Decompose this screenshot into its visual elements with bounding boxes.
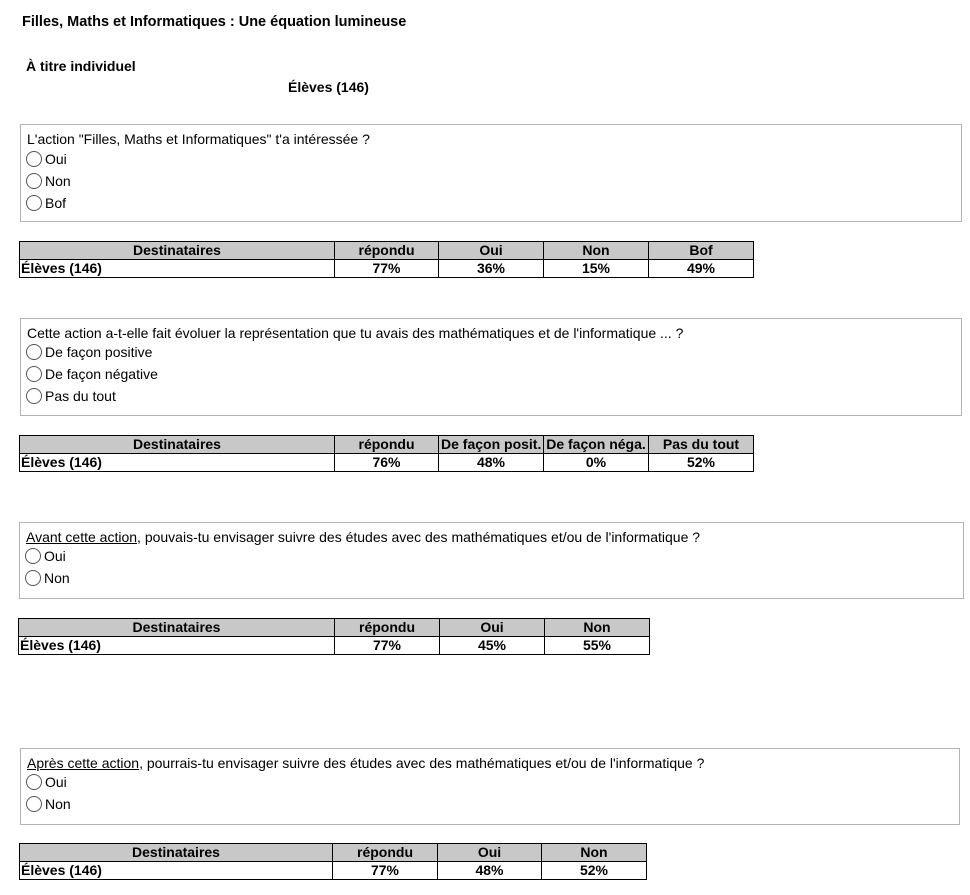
- option-label: Pas du tout: [45, 388, 116, 404]
- radio-button-icon[interactable]: [26, 366, 42, 382]
- col-header: Oui: [438, 844, 542, 862]
- option-label: Non: [45, 796, 71, 812]
- col-header: Non: [542, 844, 647, 862]
- q1-option-non[interactable]: [26, 171, 71, 191]
- document-title: Filles, Maths et Informatiques : Une équation lumineuse: [22, 14, 407, 30]
- col-header: Destinataires: [20, 242, 335, 260]
- col-header: Non: [545, 619, 650, 637]
- table-cell: 76%: [335, 454, 439, 472]
- radio-button-icon[interactable]: [26, 151, 42, 167]
- question-2-label: Cette action a-t-elle fait évoluer la représentation que tu avais des mathématiques et de l'informatique ... ?: [27, 325, 684, 341]
- q3-results-table: [18, 618, 650, 655]
- table-cell: 48%: [439, 454, 544, 472]
- table-cell: Élèves (146): [20, 454, 335, 472]
- table-row: [20, 454, 754, 472]
- question-1-text: [27, 131, 370, 147]
- option-label: De façon négative: [45, 366, 158, 382]
- table-row: [19, 637, 650, 655]
- option-label: De façon positive: [45, 344, 153, 360]
- audience-label: Élèves (146): [288, 79, 369, 95]
- question-3-text: [26, 529, 700, 545]
- radio-button-icon[interactable]: [26, 173, 42, 189]
- col-header: De façon posit.: [439, 436, 544, 454]
- col-header: Bof: [649, 242, 754, 260]
- col-header: répondu: [335, 242, 439, 260]
- table-cell: 55%: [545, 637, 650, 655]
- question-4-text: [27, 755, 704, 771]
- table-cell: 77%: [335, 260, 439, 278]
- question-3-label: , pouvais-tu envisager suivre des études avec des mathématiques et/ou de l'informatique ?: [137, 529, 701, 545]
- table-cell: 15%: [544, 260, 649, 278]
- col-header: Destinataires: [20, 844, 333, 862]
- table-cell: 77%: [333, 862, 438, 880]
- radio-button-icon[interactable]: [26, 344, 42, 360]
- question-4-box: [20, 748, 960, 825]
- q1-option-oui[interactable]: [26, 149, 67, 169]
- option-label: Non: [45, 173, 71, 189]
- radio-button-icon[interactable]: [26, 388, 42, 404]
- table-cell: 45%: [440, 637, 545, 655]
- question-1-box: [20, 124, 962, 222]
- q1-option-bof[interactable]: [26, 193, 66, 213]
- q2-option-negative[interactable]: [26, 364, 158, 384]
- radio-button-icon[interactable]: [26, 796, 42, 812]
- table-cell: Élèves (146): [19, 637, 335, 655]
- radio-button-icon[interactable]: [25, 548, 41, 564]
- section-title: À titre individuel: [26, 58, 136, 74]
- col-header: répondu: [335, 619, 440, 637]
- table-cell: 48%: [438, 862, 542, 880]
- q2-results-table: [19, 435, 754, 472]
- table-row: [20, 260, 754, 278]
- col-header: Non: [544, 242, 649, 260]
- col-header: Pas du tout: [649, 436, 754, 454]
- q3-option-non[interactable]: [25, 568, 70, 588]
- col-header: De façon néga.: [544, 436, 649, 454]
- radio-button-icon[interactable]: [25, 570, 41, 586]
- table-cell: Élèves (146): [20, 862, 333, 880]
- q4-results-table: [19, 843, 647, 880]
- question-2-text: [27, 325, 683, 341]
- q2-option-pas-du-tout[interactable]: [26, 386, 116, 406]
- question-2-box: [20, 318, 962, 416]
- option-label: Bof: [45, 195, 67, 211]
- table-cell: 49%: [649, 260, 754, 278]
- table-cell: Élèves (146): [20, 260, 335, 278]
- table-cell: 36%: [439, 260, 544, 278]
- table-header-row: [20, 436, 754, 454]
- table-cell: 0%: [544, 454, 649, 472]
- col-header: répondu: [333, 844, 438, 862]
- option-label: Oui: [45, 774, 67, 790]
- table-cell: 77%: [335, 637, 440, 655]
- q3-option-oui[interactable]: [25, 546, 66, 566]
- col-header: répondu: [335, 436, 439, 454]
- table-row: [20, 862, 647, 880]
- col-header: Oui: [439, 242, 544, 260]
- q4-option-non[interactable]: [26, 794, 71, 814]
- col-header: Destinataires: [19, 619, 335, 637]
- table-cell: 52%: [649, 454, 754, 472]
- table-header-row: [20, 242, 754, 260]
- radio-button-icon[interactable]: [26, 195, 42, 211]
- option-label: Oui: [45, 151, 67, 167]
- table-header-row: [19, 619, 650, 637]
- option-label: Non: [44, 570, 70, 586]
- question-1-label: L'action "Filles, Maths et Informatiques" t'a intéressée ?: [27, 131, 370, 147]
- question-3-prefix: Avant cette action: [26, 529, 138, 545]
- col-header: Oui: [440, 619, 545, 637]
- table-header-row: [20, 844, 647, 862]
- option-label: Oui: [44, 548, 66, 564]
- col-header: Destinataires: [20, 436, 335, 454]
- table-cell: 52%: [542, 862, 647, 880]
- radio-button-icon[interactable]: [26, 774, 42, 790]
- q1-results-table: [19, 241, 754, 278]
- q2-option-positive[interactable]: [26, 342, 152, 362]
- q4-option-oui[interactable]: [26, 772, 67, 792]
- question-4-prefix: Après cette action: [27, 755, 140, 771]
- question-3-box: [19, 522, 964, 599]
- question-4-label: , pourrais-tu envisager suivre des études avec des mathématiques et/ou de l'informatique ?: [139, 755, 705, 771]
